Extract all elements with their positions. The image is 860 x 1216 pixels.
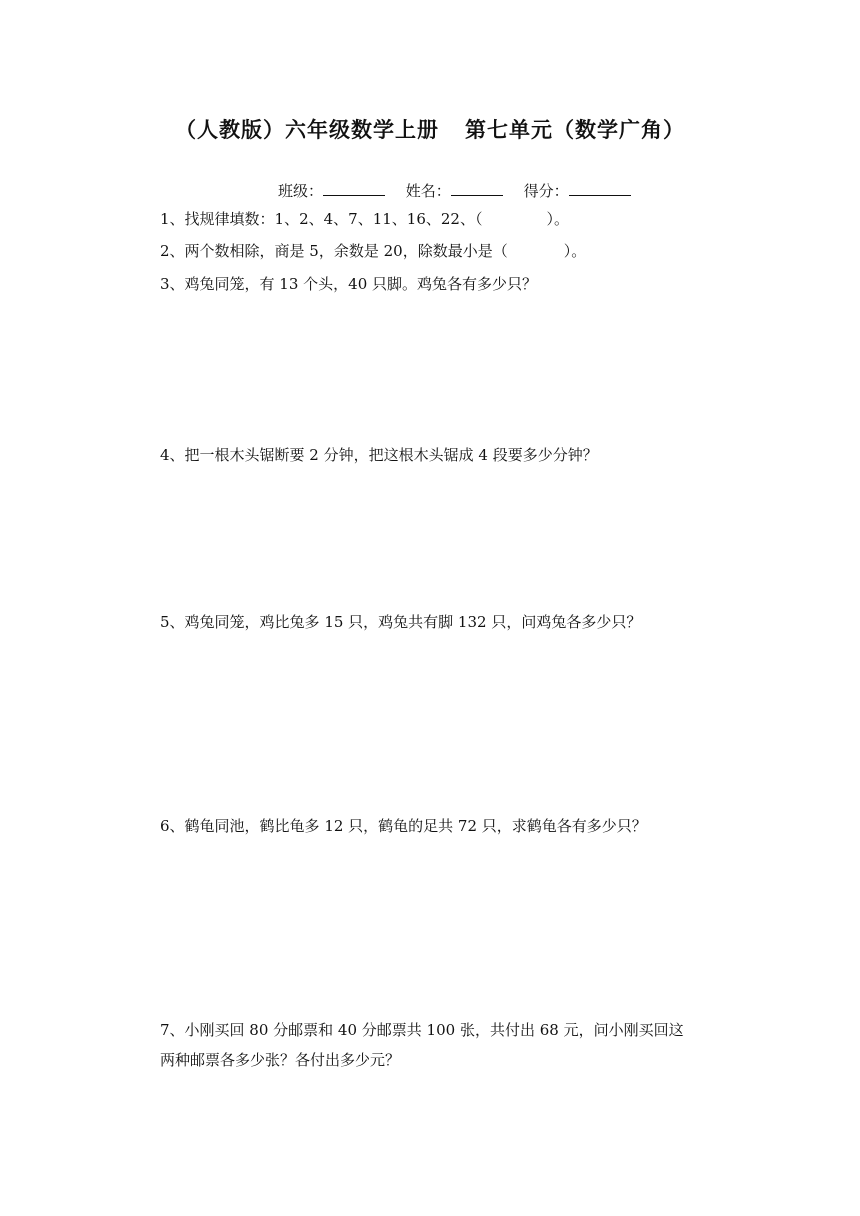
question-5: [160, 607, 641, 637]
score-label: 得分：: [523, 182, 569, 200]
title-unit: 第七单元（数学广角）: [465, 117, 685, 142]
student-info-row: [278, 180, 647, 201]
question-4-text: 4、把一根木头锯断要 2 分钟，把这根木头锯成 4 段要多少分钟？: [160, 446, 598, 464]
question-7-line-2: 两种邮票各多少张？各付出多少元？: [160, 1051, 401, 1069]
name-blank[interactable]: [451, 181, 503, 196]
question-1: [160, 204, 569, 234]
class-label: 班级：: [278, 182, 324, 200]
score-blank[interactable]: [569, 181, 631, 196]
question-2-text: 2、两个数相除，商是 5，余数是 20，除数最小是（: [160, 242, 508, 260]
question-1-text: 1、找规律填数：1、2、4、7、11、16、22、（: [160, 210, 483, 228]
name-field: [406, 182, 508, 200]
question-6-text: 6、鹤龟同池，鹤比龟多 12 只，鹤龟的足共 72 只，求鹤龟各有多少只？: [160, 817, 647, 835]
question-5-text: 5、鸡兔同笼，鸡比兔多 15 只，鸡兔共有脚 132 只，问鸡兔各多少只？: [160, 613, 642, 631]
question-7: [160, 1015, 684, 1075]
class-blank[interactable]: [323, 181, 385, 196]
class-field: [278, 182, 390, 200]
question-1-suffix: ）。: [546, 210, 569, 228]
question-6: [160, 811, 647, 841]
question-3-text: 3、鸡兔同笼，有 13 个头，40 只脚。鸡兔各有多少只？: [160, 275, 538, 293]
title-textbook: （人教版）六年级数学上册: [175, 117, 439, 142]
question-7-line-1: 7、小刚买回 80 分邮票和 40 分邮票共 100 张，共付出 68 元，问小刚买回这: [160, 1021, 684, 1039]
score-field: [524, 182, 631, 200]
page-title: [0, 114, 860, 144]
question-2: [160, 236, 586, 266]
question-3: [160, 269, 537, 299]
name-label: 姓名：: [405, 182, 451, 200]
question-4: [160, 440, 598, 470]
question-2-suffix: ）。: [563, 242, 587, 260]
